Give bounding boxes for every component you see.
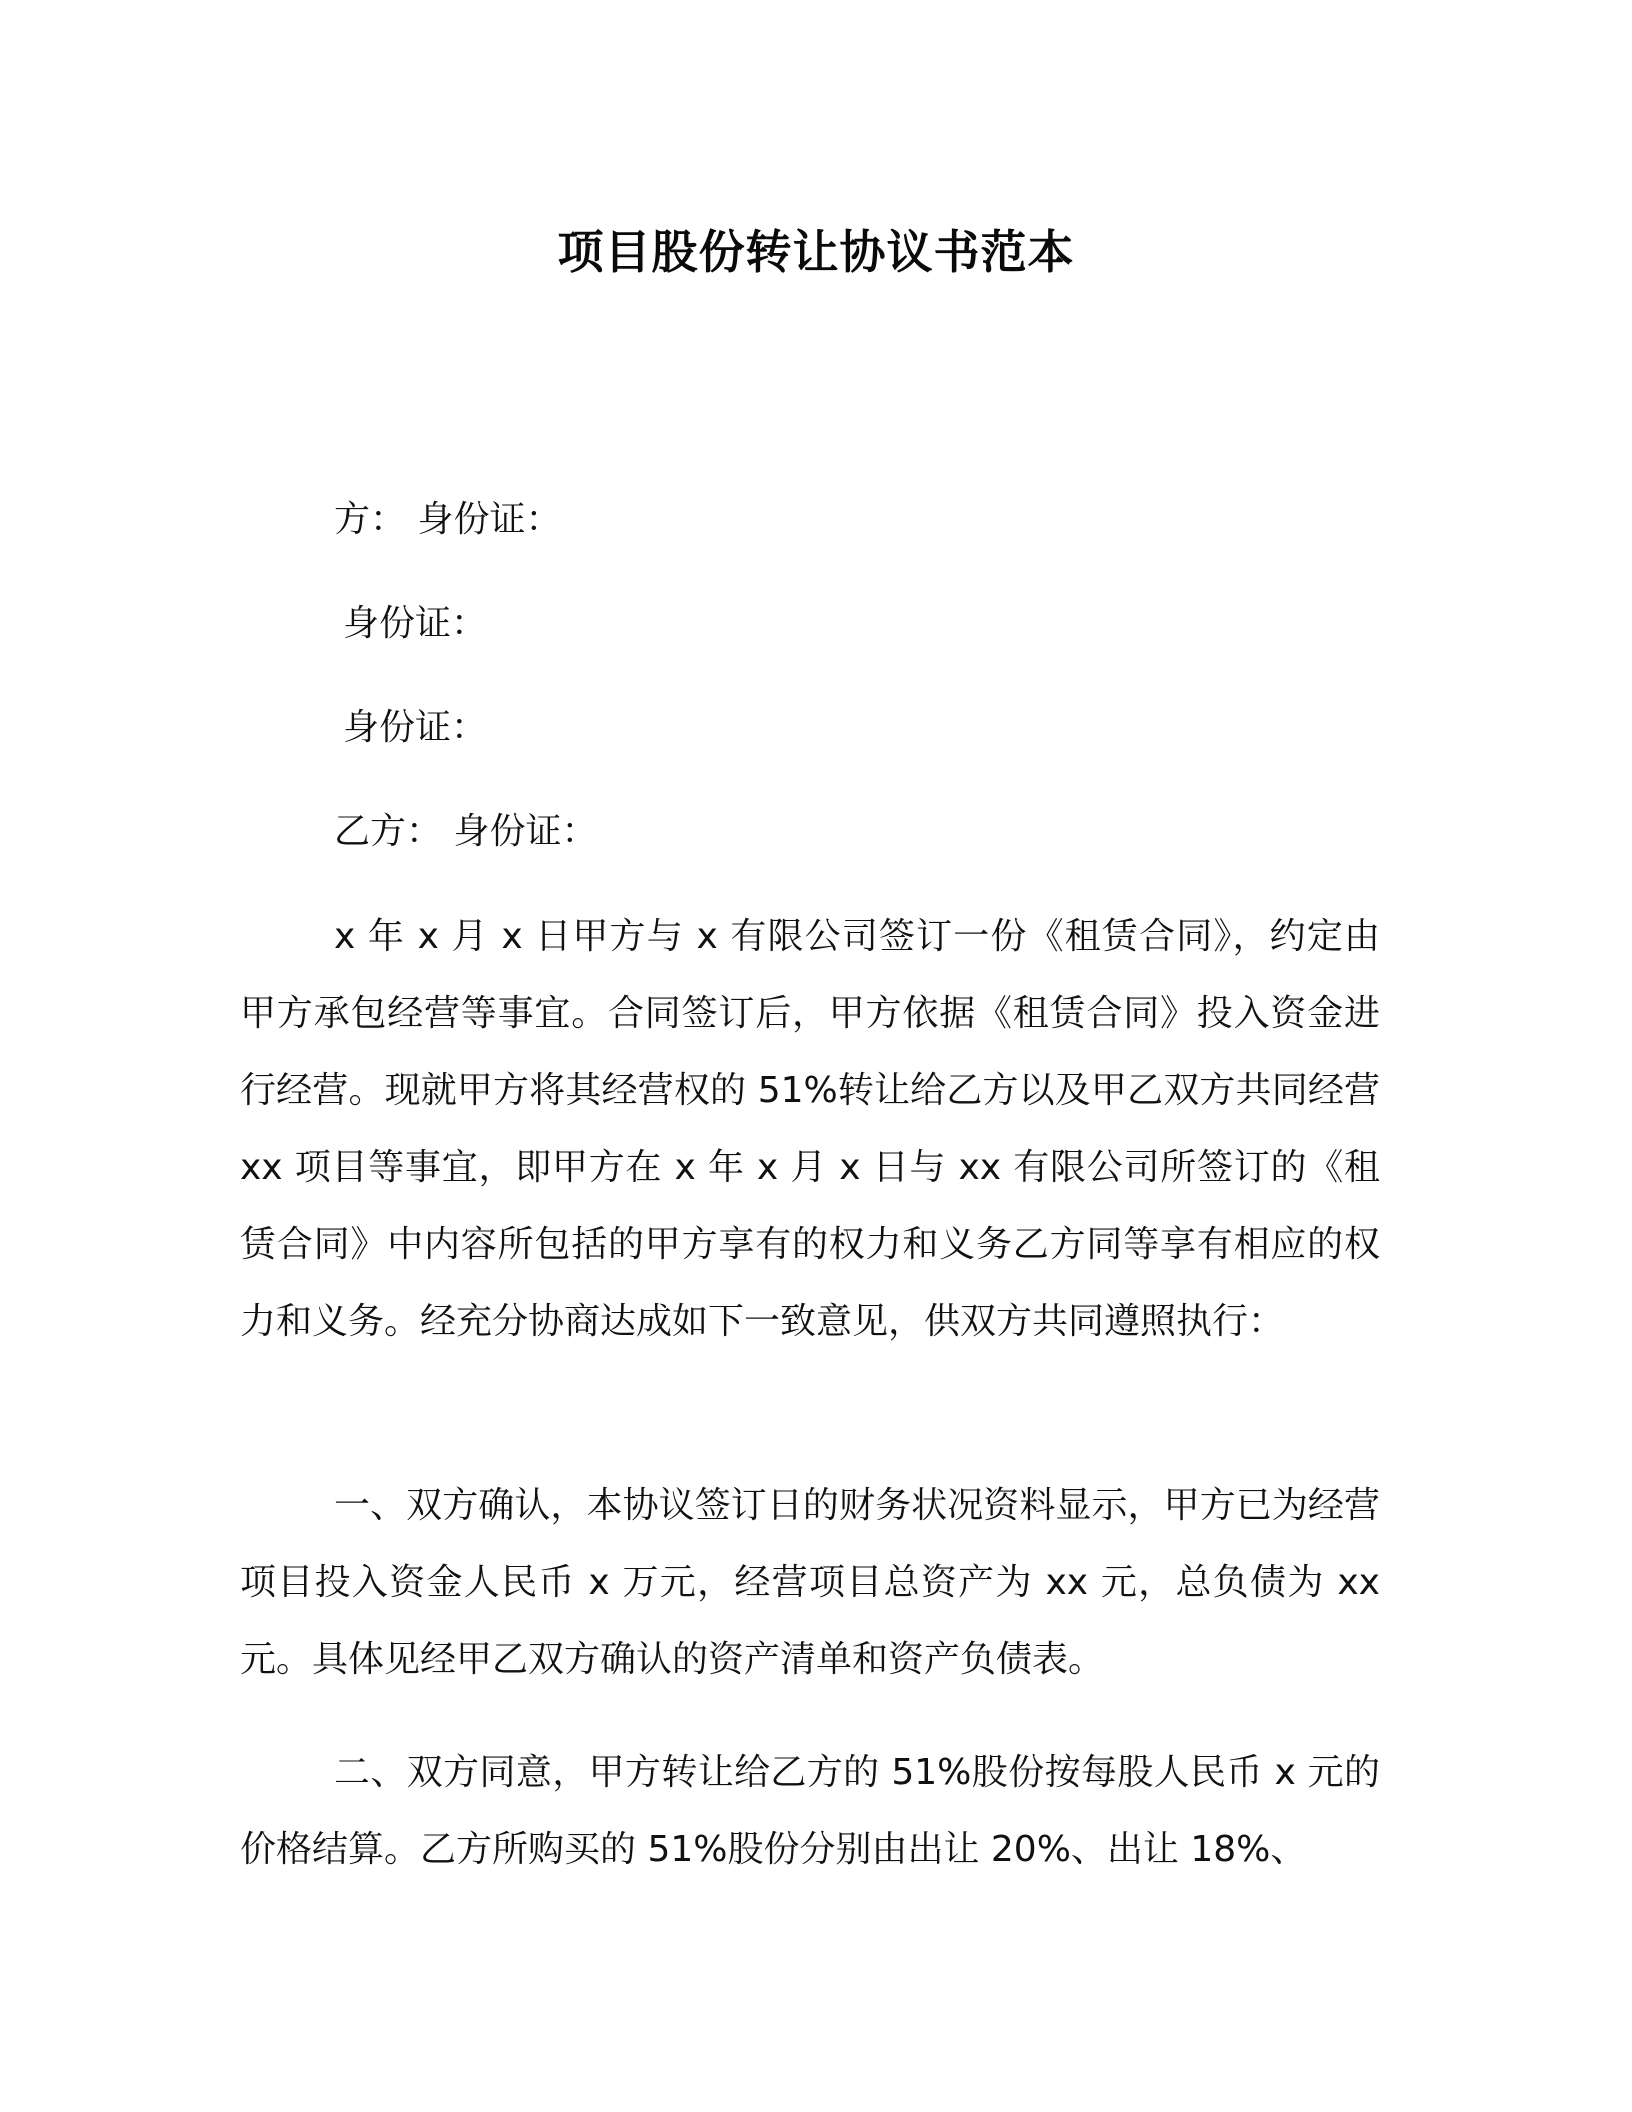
clause-two-paragraph: 二、双方同意，甲方转让给乙方的 51%股份按每股人民币 x 元的价格结算。乙方所购买的 51%股份分别由出让 20%、出让 18%、	[240, 1752, 1380, 1870]
id-card-line: 身份证：	[343, 707, 488, 748]
party-b-line: 乙方： 身份证：	[334, 811, 598, 852]
intro-paragraph: x 年 x 月 x 日甲方与 x 有限公司签订一份《租赁合同》，约定由甲方承包经营等事宜。合同签订后，甲方依据《租赁合同》投入资金进行经营。现就甲方将其经营权的 51%转让给乙方以及甲乙双方共同经营 xx 项目等事宜，即甲方在 x 年 x 月 x 日与 xx 有限公司所签订的《租赁合同》中内容所包括的甲方享有的权力和义务乙方同等享有相应的权力和义务。经充分协商达成如下一致意见，供双方共同遵照执行：	[240, 916, 1380, 1342]
document-title: 项目股份转让协议书范本	[557, 225, 1075, 279]
id-card-line: 身份证：	[343, 603, 488, 644]
party-a-line: 方： 身份证：	[334, 499, 562, 540]
clause-one-paragraph: 一、双方确认，本协议签订日的财务状况资料显示，甲方已为经营项目投入资金人民币 x 万元，经营项目总资产为 xx 元，总负债为 xx 元。具体见经甲乙双方确认的资产清单和资产负债表。	[240, 1485, 1380, 1680]
